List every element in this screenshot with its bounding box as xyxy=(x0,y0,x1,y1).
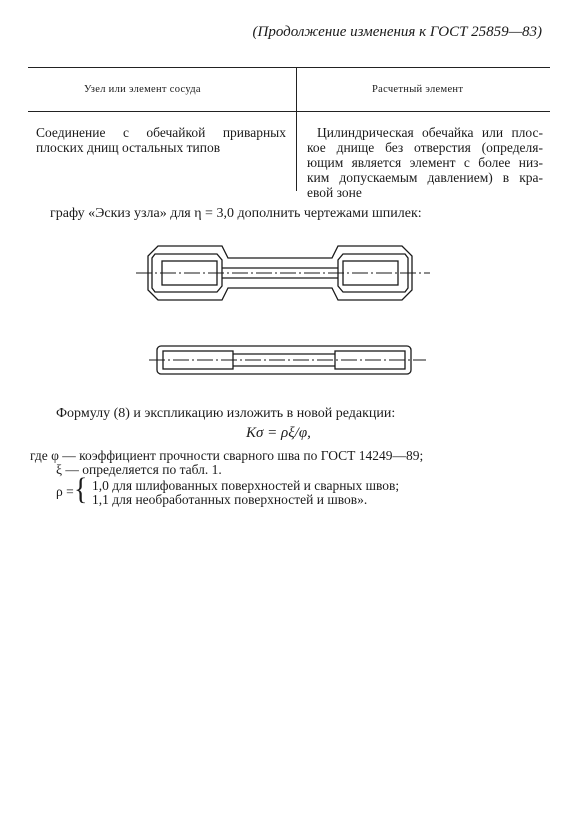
paragraph-sketch: графу «Эскиз узла» для η = 3,0 дополнить чертежами шпилек: xyxy=(50,206,422,221)
table-cell-col2-line4: ким допускаемым давлением) в кра- xyxy=(307,170,543,185)
brace-icon: { xyxy=(74,472,88,507)
stud-drawing-hexagonal xyxy=(130,240,440,306)
table-header-col1: Узел или элемент сосуда xyxy=(84,84,201,95)
table-cell-col2-line1: Цилиндрическая обечайка или плос- xyxy=(317,125,543,140)
table-header-col2: Расчетный элемент xyxy=(372,84,464,95)
table-cell-col1-line1: Соединение с обечайкой приварных xyxy=(36,125,286,140)
legend-rho-label: ρ = xyxy=(56,484,74,499)
table-cell-col1-line2: плоских днищ остальных типов xyxy=(36,140,221,155)
stud-drawing-straight xyxy=(145,342,430,378)
table-top-rule xyxy=(28,67,550,68)
legend-rho-option-1: 1,0 для шлифованных поверхностей и сварных швов; xyxy=(92,478,400,493)
table-header-rule xyxy=(28,111,550,112)
page-header: (Продолжение изменения к ГОСТ 25859—83) xyxy=(252,24,542,40)
table-cell-col2-line3: ющим является элемент с более низ- xyxy=(307,155,543,170)
table-cell-col2-line5: евой зоне xyxy=(307,185,362,200)
table-column-divider xyxy=(296,67,297,111)
table-cell-col2-line2: кое днище без отверстия (определя- xyxy=(307,140,543,155)
paragraph-formula-intro: Формулу (8) и экспликацию изложить в новой редакции: xyxy=(56,406,396,421)
legend-phi: где φ — коэффициент прочности сварного шва по ГОСТ 14249—89; xyxy=(30,448,424,463)
legend-rho-option-2: 1,1 для необработанных поверхностей и швов». xyxy=(92,492,368,507)
formula-k-sigma: Kσ = ρξ/φ, xyxy=(246,425,311,441)
table-column-divider-body xyxy=(296,111,297,191)
legend-xi: ξ — определяется по табл. 1. xyxy=(56,462,222,477)
